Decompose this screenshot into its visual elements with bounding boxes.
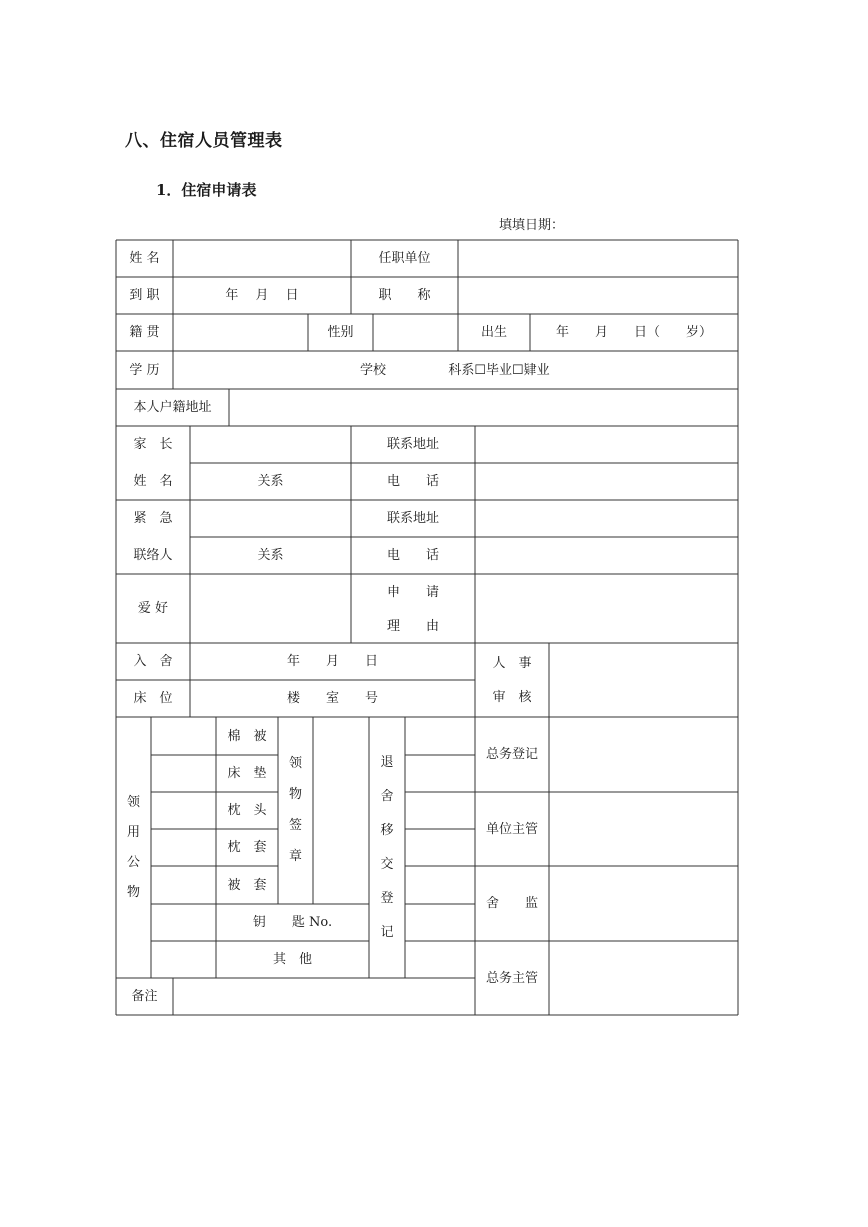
household-label: 本人户籍地址 bbox=[133, 400, 212, 415]
native-label: 籍 贯 bbox=[129, 325, 160, 340]
bed-label: 床 位 bbox=[133, 691, 173, 706]
emergency-name-field[interactable] bbox=[190, 500, 351, 537]
title-field[interactable] bbox=[458, 277, 738, 314]
contact-address-label: 联系地址 bbox=[386, 437, 439, 452]
department-label[interactable]: 科系☐毕业☐肄业 bbox=[448, 362, 550, 378]
employer-field[interactable] bbox=[458, 240, 738, 277]
supply-qty-field[interactable] bbox=[151, 717, 216, 755]
emergency-label-2: 联络人 bbox=[133, 548, 173, 563]
emergency-address-field[interactable] bbox=[475, 500, 738, 537]
parent-label-2: 姓 名 bbox=[133, 474, 173, 489]
join-label: 到 职 bbox=[129, 288, 160, 303]
remarks-label: 备注 bbox=[131, 989, 158, 1004]
supply-qty-field[interactable] bbox=[151, 829, 216, 866]
emergency-phone-field[interactable] bbox=[475, 537, 738, 574]
checkout-field[interactable] bbox=[405, 941, 475, 978]
school-label: 学校 bbox=[359, 362, 386, 378]
hobby-label: 爱 好 bbox=[137, 601, 169, 616]
phone-label: 电 话 bbox=[386, 474, 439, 489]
phone-label-2: 电 话 bbox=[386, 548, 439, 563]
general-register-label: 总务登记 bbox=[485, 747, 538, 762]
checkin-date-field[interactable]: 年 月 日 bbox=[286, 654, 378, 669]
relation-label-2: 关系 bbox=[257, 548, 284, 563]
join-date-field[interactable]: 年 月 日 bbox=[225, 288, 299, 303]
birth-label: 出生 bbox=[480, 325, 507, 340]
bed-field[interactable]: 楼 室 号 bbox=[286, 691, 378, 706]
contact-address-label-2: 联系地址 bbox=[386, 511, 439, 526]
gender-field[interactable] bbox=[373, 314, 458, 351]
employer-label: 任职单位 bbox=[378, 251, 431, 266]
checkout-field[interactable] bbox=[405, 755, 475, 792]
item-quilt-cover: 被 套 bbox=[227, 877, 267, 893]
reason-label-2: 理 由 bbox=[386, 618, 439, 634]
fill-date-label: 填填日期： bbox=[499, 218, 565, 233]
reason-field[interactable] bbox=[475, 574, 738, 643]
general-supervisor-label: 总务主管 bbox=[485, 970, 538, 986]
title-label: 职 称 bbox=[378, 288, 431, 303]
general-register-field[interactable] bbox=[549, 717, 738, 792]
dorm-supervisor-field[interactable] bbox=[549, 866, 738, 941]
checkout-field[interactable] bbox=[405, 866, 475, 904]
emergency-label-1: 紧 急 bbox=[133, 511, 173, 526]
hobby-field[interactable] bbox=[190, 574, 351, 643]
item-pillowcase: 枕 套 bbox=[227, 840, 267, 855]
parent-name-field[interactable] bbox=[190, 426, 351, 463]
native-field[interactable] bbox=[173, 314, 308, 351]
parent-phone-field[interactable] bbox=[475, 463, 738, 500]
supply-qty-field[interactable] bbox=[151, 904, 216, 941]
reason-label-1: 申 请 bbox=[386, 584, 439, 600]
checkout-label: 退 舍 移 交 登 记 bbox=[380, 755, 394, 940]
gender-label: 性别 bbox=[327, 325, 354, 340]
key-label: 钥 匙 No. bbox=[252, 915, 333, 930]
hr-review-field[interactable] bbox=[549, 643, 738, 717]
checkout-field[interactable] bbox=[405, 829, 475, 866]
education-label: 学 历 bbox=[129, 362, 160, 378]
checkin-label: 入 舍 bbox=[133, 654, 173, 669]
household-field[interactable] bbox=[229, 389, 738, 426]
name-label: 姓 名 bbox=[129, 251, 160, 266]
section-title: 八、住宿人员管理表 bbox=[125, 131, 283, 151]
parent-label-1: 家 长 bbox=[133, 437, 173, 452]
item-quilt: 棉 被 bbox=[227, 728, 267, 744]
hr-label-1: 人 事 bbox=[492, 655, 532, 671]
name-field[interactable] bbox=[173, 240, 351, 277]
checkout-field[interactable] bbox=[405, 904, 475, 941]
dorm-supervisor-label: 舍 监 bbox=[485, 896, 538, 911]
birth-date-field[interactable]: 年 月 日（ 岁） bbox=[555, 325, 712, 340]
checkout-field[interactable] bbox=[405, 717, 475, 755]
remarks-field[interactable] bbox=[173, 978, 475, 1015]
supply-qty-field[interactable] bbox=[151, 792, 216, 829]
form-title: 1．住宿申请表 bbox=[156, 181, 257, 199]
receive-sign-label: 领 物 签 章 bbox=[288, 756, 302, 864]
general-supervisor-field[interactable] bbox=[549, 941, 738, 1015]
parent-address-field[interactable] bbox=[475, 426, 738, 463]
relation-label: 关系 bbox=[257, 474, 284, 489]
unit-supervisor-field[interactable] bbox=[549, 792, 738, 866]
supply-qty-field[interactable] bbox=[151, 941, 216, 978]
other-label: 其 他 bbox=[272, 952, 312, 967]
item-mattress: 床 垫 bbox=[227, 766, 267, 781]
receive-sign-field[interactable] bbox=[313, 717, 369, 904]
checkout-field[interactable] bbox=[405, 792, 475, 829]
supply-qty-field[interactable] bbox=[151, 755, 216, 792]
item-pillow: 枕 头 bbox=[227, 803, 267, 818]
hr-label-2: 审 核 bbox=[492, 689, 532, 705]
supply-qty-field[interactable] bbox=[151, 866, 216, 904]
unit-supervisor-label: 单位主管 bbox=[485, 821, 538, 837]
supplies-label: 领 用 公 物 bbox=[126, 795, 140, 900]
